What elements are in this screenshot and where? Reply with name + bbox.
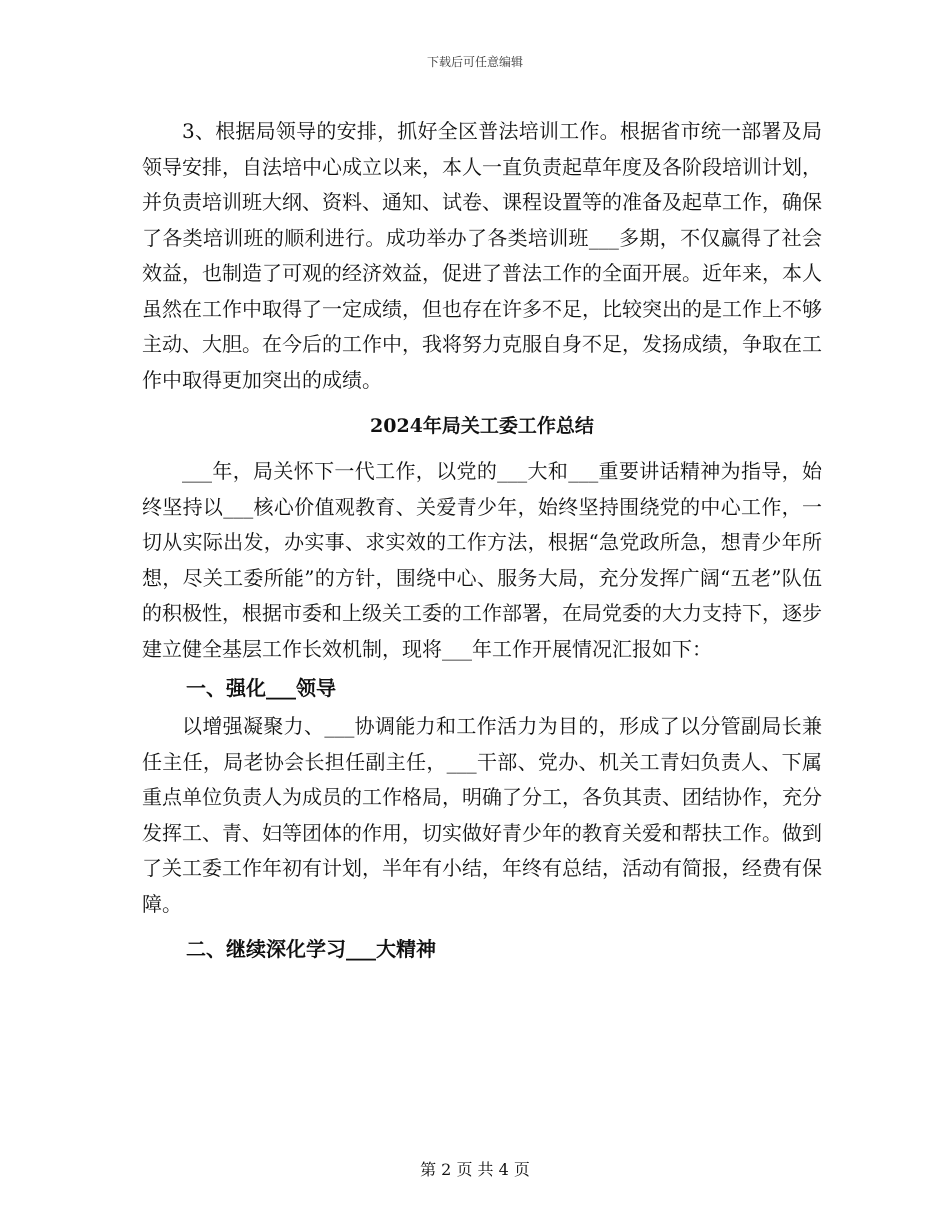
page-header: 下载后可任意编辑 <box>426 55 523 69</box>
document-body <box>142 114 822 970</box>
document-title: 2024年局关工委工作总结 <box>370 415 594 437</box>
paragraph-leadership: 以增强凝聚力、___协调能力和工作活力为目的，形成了以分管副局长兼任主任，局老协会长担任副主任，___干部、党办、机关工青妇负责人、下属重点单位负责人为成员的工作格局，明确了分工，各负其责、团结协作，充分发挥工、青、妇等团体的作用，切实做好青少年的教育关爱和帮扶工作。做到了关工委工作年初有计划，半年有小结，年终有总结，活动有简报，经费有保障。 <box>142 714 822 916</box>
section-heading-1: 一、强化___领导 <box>186 676 336 700</box>
page-number: 第 2 页 共 4 页 <box>420 1160 530 1179</box>
section-heading-2: 二、继续深化学习___大精神 <box>186 937 436 961</box>
paragraph-intro: ___年，局关怀下一代工作，以党的___大和___重要讲话精神为指导，始终坚持以___核心价值观教育、关爱青少年，始终坚持围绕党的中心工作，一切从实际出发，办实事、求实效的工作方法，根据“急党政所急，想青少年所想，尽关工委所能”的方针，围绕中心、服务大局，充分发挥广阔“五老”队伍的积极性，根据市委和上级关工委的工作部署，在局党委的大力支持下，逐步建立健全基层工作长效机制，现将___年工作开展情况汇报如下： <box>142 459 822 661</box>
paragraph-training: 3、根据局领导的安排，抓好全区普法培训工作。根据省市统一部署及局领导安排，自法培中心成立以来，本人一直负责起草年度及各阶段培训计划，并负责培训班大纲、资料、通知、试卷、课程设置等的准备及起草工作，确保了各类培训班的顺利进行。成功举办了各类培训班___多期，不仅赢得了社会效益，也制造了可观的经济效益，促进了普法工作的全面开展。近年来，本人虽然在工作中取得了一定成绩，但也存在许多不足，比较突出的是工作上不够主动、大胆。在今后的工作中，我将努力克服自身不足，发扬成绩，争取在工作中取得更加突出的成绩。 <box>142 119 822 392</box>
